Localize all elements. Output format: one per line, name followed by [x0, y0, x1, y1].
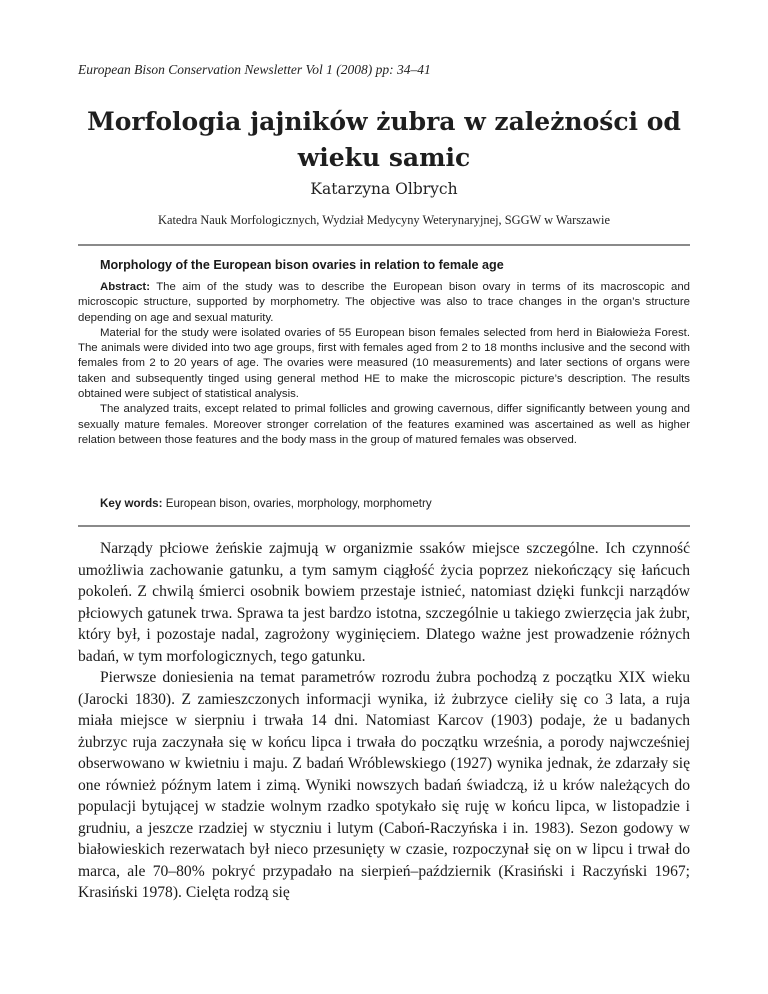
keywords-label: Key words:	[100, 497, 163, 510]
body-paragraph: Pierwsze doniesienia na temat parametrów rozrodu żubra pochodzą z początku XIX wieku (Jarocki 1830). Z zamieszczonych informacji wynika, iż żubrzyce cieliły się co 3 lata, a ruja miała miejsce w sierpniu i trwała 14 dni. Natomiast Karcov (1903) podaje, że u badanych żubrzyc ruja zaczynała się w końcu lipca i trwała do początku września, a porody najwcześniej obserwowano w kwietniu i maju. Z badań Wróblewskiego (1927) wynika jednak, że zdarzały się one również późnym latem i zimą. Wyniki nowszych badań świadczą, iż u krów należących do populacji bytującej w stadzie wolnym rzadko spotykało się ruję w końcu lipca, w listopadzie i grudniu, a jeszcze rzadziej w styczniu i lutym (Caboń-Raczyńska i in. 1983). Sezon godowy w białowieskich rezerwatach był nieco przesunięty w czasie, rozpoczynał się on w lipcu i trwał do marca, ale 70–80% pokryć przypadało na sierpień–październik (Krasiński i Raczyński 1967; Krasiński 1978). Cielęta rodzą się	[78, 669, 690, 901]
abstract-paragraph	[78, 280, 690, 326]
article-title: Morfologia jajników żubra w zależności od wieku samic	[87, 107, 681, 172]
journal-header: European Bison Conservation Newsletter Vol 1 (2008) pp: 34–41	[78, 62, 431, 77]
abstract-paragraph: Material for the study were isolated ovaries of 55 European bison females selected from herd in Białowieża Forest. The animals were divided into two age groups, first with females aged from 2 to 18 months inclusive and the second with females from 2 to 20 years of age. The ovaries were measured (10 measurements) and later sections of organs were taken and subsequently tinged using general method HE to make the microscopic picture’s description. The results obtained were subject of statistical analysis.	[78, 326, 690, 401]
body-text	[78, 538, 690, 904]
abstract-label: Abstract:	[100, 281, 151, 293]
abstract-paragraph-text: The aim of the study was to describe the European bison ovary in terms of its macroscopic and microscopic structure, supported by morphometry. The objective was also to trace changes in the organ’s structure depending on age and sexual maturity.	[78, 281, 690, 324]
keywords-line	[100, 497, 432, 510]
author-name: Katarzyna Olbrych	[310, 180, 458, 198]
abstract-paragraph: The analyzed traits, except related to primal follicles and growing cavernous, differ significantly between young and sexually mature females. Moreover stronger correlation of the features examined was ascertained as well as higher relation between those features and the body mass in the group of matured females was observed.	[78, 403, 690, 446]
abstract-top-rule	[78, 244, 690, 246]
body-paragraph: Narządy płciowe żeńskie zajmują w organizmie ssaków miejsce szczególne. Ich czynność umożliwia zachowanie gatunku, a tym samym ciągłość życia poprzez niekończący się łańcuch pokoleń. Z chwilą śmierci osobnik bowiem przestaje istnieć, natomiast dzięki funkcji narządów płciowych gatunek trwa. Sprawa ta jest bardzo istotna, szczególnie u takiego zwierzęcia jak żubr, który był, i pozostaje nadal, zagrożony wyginięciem. Dlatego ważne jest prowadzenie różnych badań, w tym morfologicznych, tego gatunku.	[78, 540, 690, 665]
abstract-bottom-rule	[78, 525, 690, 527]
author-affiliation: Katedra Nauk Morfologicznych, Wydział Medycyny Weterynaryjnej, SGGW w Warszawie	[158, 213, 610, 227]
abstract-english-title: Morphology of the European bison ovaries in relation to female age	[100, 258, 504, 272]
abstract-block	[78, 280, 690, 448]
keywords-text: European bison, ovaries, morphology, morphometry	[165, 497, 432, 510]
